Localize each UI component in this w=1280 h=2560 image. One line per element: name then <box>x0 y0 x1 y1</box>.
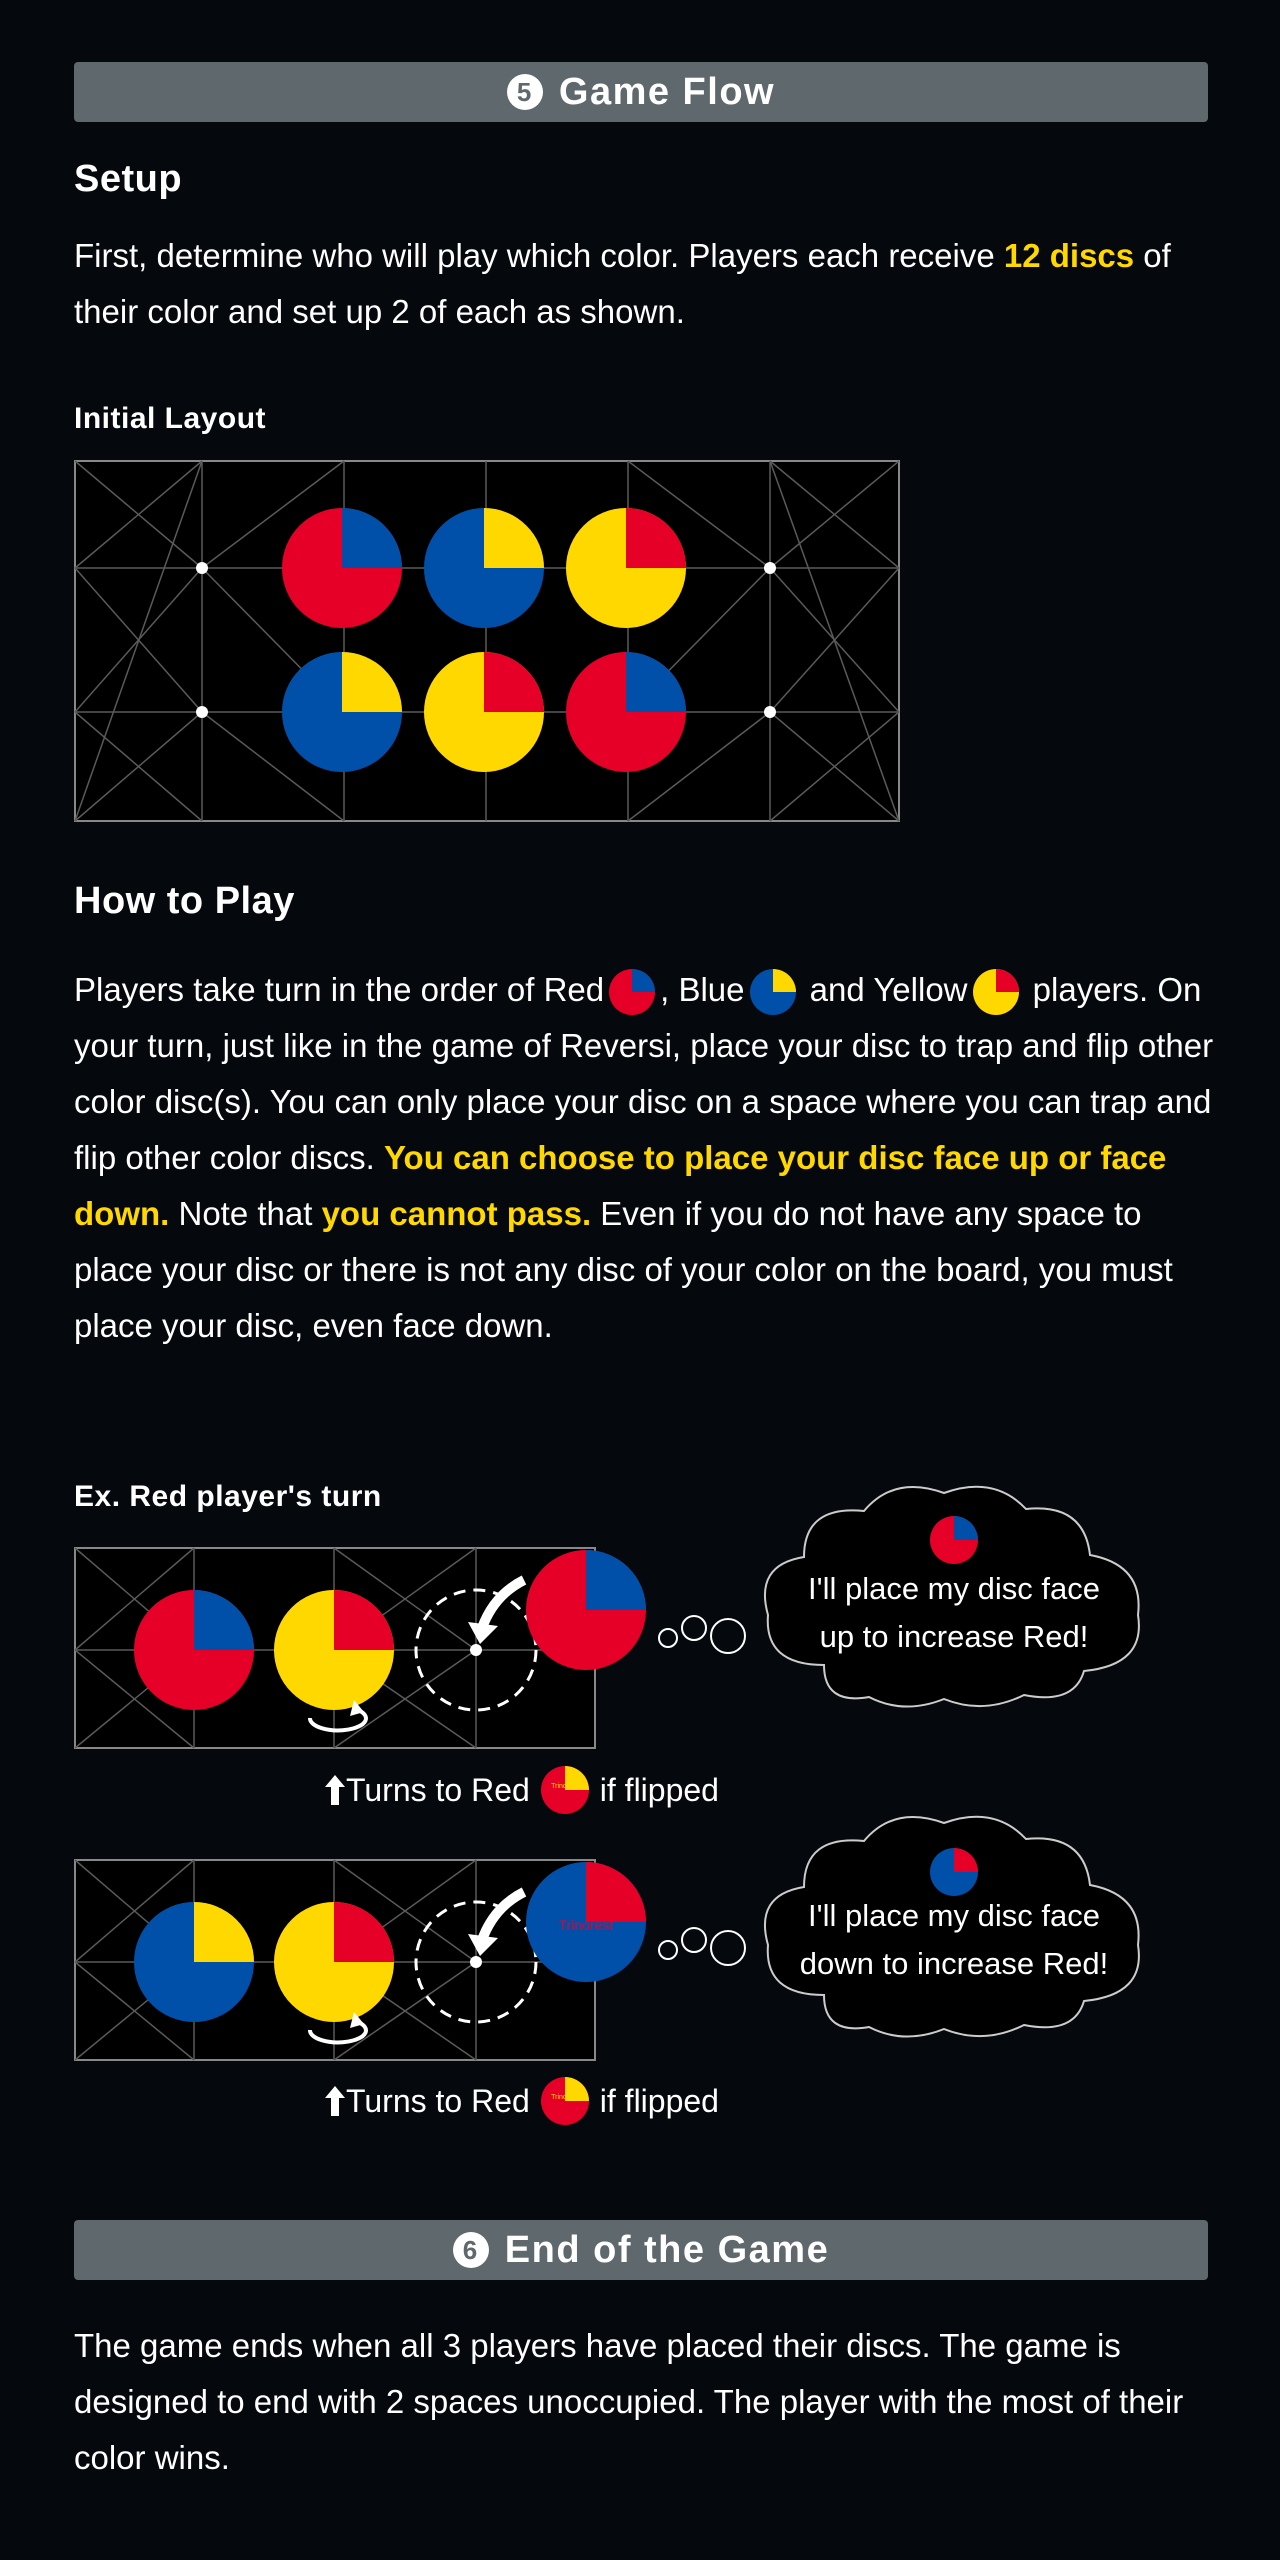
setup-highlight: 12 discs <box>1003 237 1135 274</box>
setup-text-part: First, determine who will play which color. Players each receive <box>74 237 1004 274</box>
caption-text: if flipped <box>599 2082 719 2119</box>
initial-layout-heading: Initial Layout <box>74 402 267 435</box>
section-number: 6 <box>453 2232 489 2268</box>
howto-highlight: You can choose to place your disc face up or face down. <box>74 1139 1167 1232</box>
caption-text: Turns to Red <box>346 2082 530 2119</box>
disc-mark: Trinorest <box>558 1917 614 1933</box>
thought-bubble-text-face-down <box>774 1892 1134 1988</box>
disc-yellow <box>566 508 686 628</box>
disc-blue <box>424 508 544 628</box>
bubble-line: down to increase Red! <box>799 1946 1109 1981</box>
setup-text <box>74 228 1214 340</box>
bubble-line: I'll place my disc face <box>808 1571 1100 1606</box>
how-to-play-text <box>74 962 1214 1354</box>
disc-yellow <box>424 652 544 772</box>
disc-red <box>282 508 402 628</box>
red-disc-icon <box>608 968 656 1016</box>
flipped-disc-icon <box>540 1765 590 1815</box>
example-board-face-down <box>74 1852 754 2072</box>
blue-disc-icon <box>749 968 797 1016</box>
howto-text-part: players. On your turn, just like in the game of Reversi, place your disc to trap and flip other color disc(s). You can only place your disc on a space where you can trap and flip other color discs. <box>74 971 1214 1176</box>
howto-text-part: and Yellow <box>800 971 968 1008</box>
caption-face-down <box>324 2076 719 2126</box>
howto-text-part: Even if you do not have any space to place your disc or there is not any disc of your color on the board, you must place your disc, even face down. <box>74 1195 1173 1344</box>
bubble-line: I'll place my disc face <box>808 1898 1100 1933</box>
setup-heading: Setup <box>74 158 183 200</box>
how-to-play-heading: How to Play <box>74 880 295 922</box>
setup-text-part: of their color and set up 2 of each as shown. <box>74 237 1171 330</box>
disc-blue <box>282 652 402 772</box>
howto-highlight: you cannot pass. <box>321 1195 592 1232</box>
bubble-line: up to increase Red! <box>819 1619 1089 1654</box>
howto-text-part: Players take turn in the order of Red <box>74 971 605 1008</box>
caption-face-up <box>324 1765 719 1815</box>
section-title: End of the Game <box>504 2228 830 2271</box>
end-of-game-text: The game ends when all 3 players have placed their discs. The game is designed to end with 2 spaces unoccupied. The player with the most of their color wins. <box>74 2327 1184 2476</box>
example-board-face-up <box>74 1540 754 1760</box>
yellow-disc-icon <box>972 968 1020 1016</box>
caption-text: Turns to Red <box>346 1771 530 1808</box>
section-title: Game Flow <box>558 70 776 113</box>
section-number: 5 <box>507 74 543 110</box>
caption-text: if flipped <box>599 1771 719 1808</box>
howto-text-part: Note that <box>169 1195 322 1232</box>
howto-text-part: , Blue <box>660 971 745 1008</box>
flipped-disc-icon <box>540 2076 590 2126</box>
thought-bubble-text-face-up <box>774 1565 1134 1661</box>
up-arrow-icon <box>324 1774 346 1806</box>
disc-red <box>566 652 686 772</box>
initial-layout-board <box>74 460 900 822</box>
section-banner-end-of-game <box>74 2220 1208 2280</box>
section-banner-game-flow <box>74 62 1208 122</box>
disc-mark: Trinorest <box>551 2094 579 2101</box>
up-arrow-icon <box>324 2085 346 2117</box>
disc-mark: Trinorest <box>551 1783 579 1790</box>
example-heading: Ex. Red player's turn <box>74 1480 382 1513</box>
